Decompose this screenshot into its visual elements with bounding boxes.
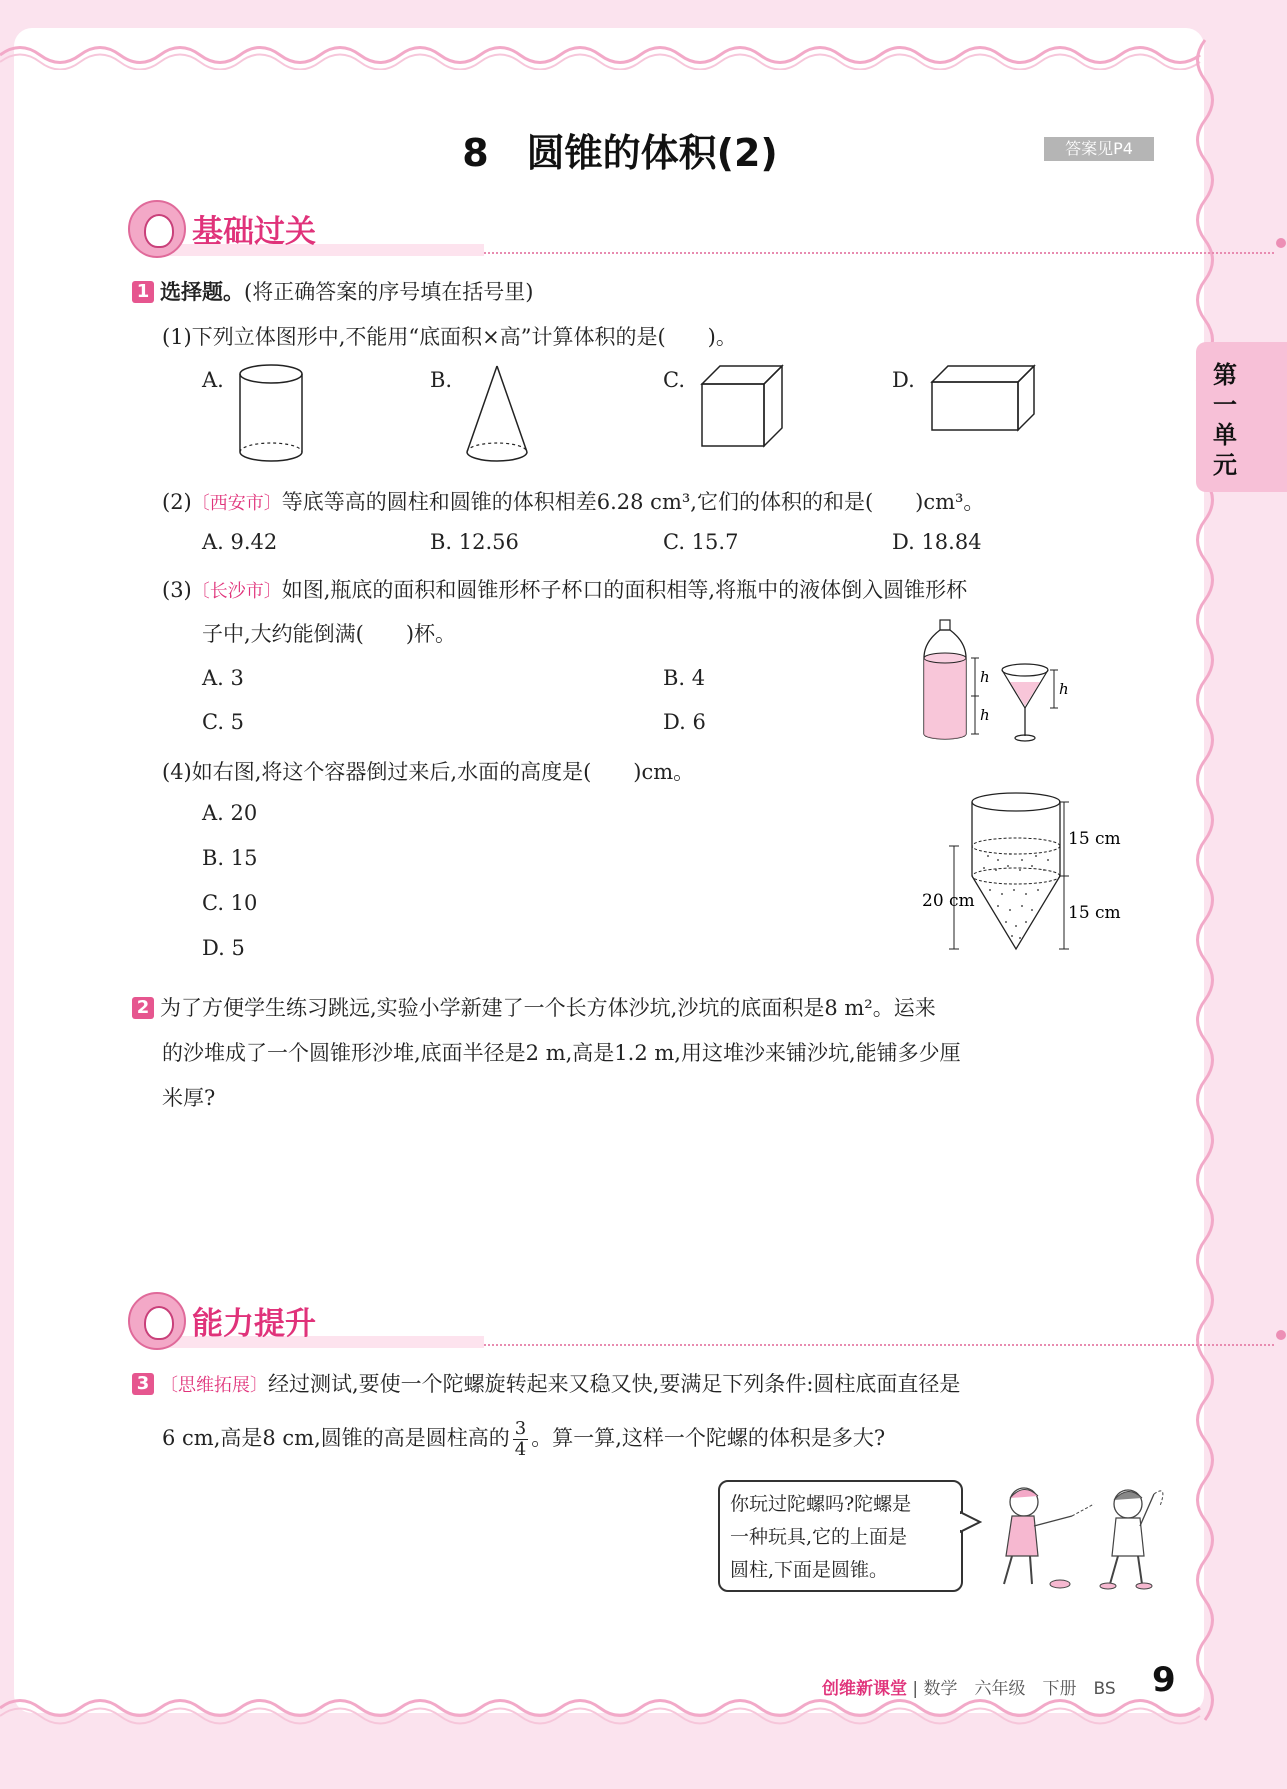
- q1-sub3-option-a: A. 3: [202, 666, 244, 690]
- wavy-border-right: [1190, 0, 1220, 1789]
- q1-sub2-option-b: B. 12.56: [430, 530, 519, 554]
- q1-sub4-option-a: A. 20: [202, 801, 258, 825]
- q1-sub1-option-d: D.: [892, 368, 915, 392]
- speech-line-3: 圆柱,下面是圆锥。: [730, 1559, 889, 1581]
- question-2-text1: 为了方便学生练习跳远,实验小学新建了一个长方体沙坑,沙坑的底面积是8 m²。运来: [160, 996, 936, 1020]
- q1-sub3-tag: 〔长沙市〕: [191, 581, 282, 602]
- cup-h-label: h: [1059, 680, 1069, 698]
- question-1-bold: 选择题。: [160, 280, 244, 304]
- speech-line-2: 一种玩具,它的上面是: [730, 1526, 908, 1548]
- wavy-border-bottom: [0, 1698, 1287, 1728]
- cube-figure: [700, 364, 786, 450]
- wavy-border-top: [0, 40, 1287, 70]
- fraction-numerator: 3: [514, 1418, 527, 1439]
- q1-sub1-option-c: C.: [663, 368, 685, 392]
- q1-sub4-option-d: D. 5: [202, 936, 245, 960]
- question-3-tag: 〔思维拓展〕: [160, 1375, 268, 1396]
- q1-sub2-line: [162, 486, 984, 516]
- question-number: 2: [132, 997, 154, 1019]
- q1-sub3-option-c: C. 5: [202, 710, 245, 734]
- q1-sub2-prefix: (2): [162, 490, 192, 514]
- bottle-h-label-bottom: h: [980, 706, 990, 724]
- q1-sub3-option-d: D. 6: [663, 710, 706, 734]
- q1-sub3-option-b: B. 4: [663, 666, 706, 690]
- question-3-text1: 经过测试,要使一个陀螺旋转起来又稳又快,要满足下列条件:圆柱底面直径是: [268, 1372, 961, 1396]
- section-title: 能力提升: [192, 1306, 316, 1342]
- section-header-basic: [128, 200, 1178, 260]
- question-2-line2: 的沙堆成了一个圆锥形沙堆,底面半径是2 m,高是1.2 m,用这堆沙来铺沙坑,能铺多少厘: [162, 1041, 961, 1065]
- fraction-denominator: 4: [514, 1439, 527, 1460]
- question-1-note: (将正确答案的序号填在括号里): [244, 280, 534, 304]
- unit-side-tab: [1196, 342, 1287, 492]
- question-number: 3: [132, 1373, 154, 1395]
- question-2-line1: [132, 992, 936, 1022]
- section-title: 基础过关: [192, 214, 316, 250]
- q1-sub4-option-c: C. 10: [202, 891, 258, 915]
- question-number: 1: [132, 281, 154, 303]
- container-figure: [918, 786, 1138, 954]
- mascot-icon: [128, 200, 186, 258]
- container-label-bottom: 15 cm: [1068, 903, 1121, 923]
- page-number: 9: [1152, 1660, 1176, 1700]
- answer-reference-tag: 答案见P4: [1044, 137, 1154, 161]
- dotted-divider: [484, 252, 1274, 254]
- container-label-top: 15 cm: [1068, 829, 1121, 849]
- q1-sub1-option-a: A.: [202, 368, 224, 392]
- section-header-advanced: [128, 1292, 1178, 1352]
- speech-line-1: 你玩过陀螺吗?陀螺是: [730, 1493, 912, 1515]
- q1-sub1-option-b: B.: [430, 368, 453, 392]
- dotted-divider: [484, 1344, 1274, 1346]
- q1-sub3-text2: 子中,大约能倒满( )杯。: [202, 622, 457, 646]
- question-3-text2b: 。算一算,这样一个陀螺的体积是多大?: [531, 1426, 886, 1450]
- question-3-line1: [132, 1368, 960, 1398]
- q1-sub2-option-a: A. 9.42: [202, 530, 278, 554]
- speech-bubble: [718, 1480, 963, 1592]
- question-3-line2: [162, 1414, 885, 1462]
- page-title: 8 圆锥的体积(2): [462, 131, 778, 175]
- q1-sub3-text: 如图,瓶底的面积和圆锥形杯子杯口的面积相等,将瓶中的液体倒入圆锥形杯: [281, 578, 968, 602]
- q1-sub3-line: [162, 574, 967, 604]
- footer-brand: [822, 1674, 1116, 1699]
- question-3-text2a: 6 cm,高是8 cm,圆锥的高是圆柱高的: [162, 1426, 510, 1450]
- question-1-prompt: [132, 276, 533, 306]
- footer-info: 数学 六年级 下册 BS: [923, 1679, 1116, 1699]
- footer-divider: |: [907, 1679, 924, 1699]
- container-label-left: 20 cm: [922, 891, 975, 911]
- speech-bubble-tail: [960, 1510, 982, 1534]
- cylinder-figure: [236, 362, 306, 468]
- q1-sub4-option-b: B. 15: [202, 846, 258, 870]
- q1-sub2-option-d: D. 18.84: [892, 530, 982, 554]
- q1-sub3-prefix: (3): [162, 578, 192, 602]
- q1-sub2-tag: 〔西安市〕: [191, 493, 282, 514]
- mascot-icon: [128, 1292, 186, 1350]
- decor-dot: [1276, 1330, 1286, 1340]
- bottle-h-label-top: h: [980, 668, 990, 686]
- bottle-and-cup-figure: [918, 618, 1078, 744]
- q1-sub1-text: (1)下列立体图形中,不能用“底面积×高”计算体积的是( )。: [162, 325, 737, 349]
- unit-side-tab-label: 第一单元: [1213, 361, 1237, 479]
- fraction-three-quarters: [513, 1419, 528, 1460]
- footer-brand-name: 创维新课堂: [822, 1679, 907, 1699]
- q1-sub2-text: 等底等高的圆柱和圆锥的体积相差6.28 cm³,它们的体积的和是( )cm³。: [281, 490, 985, 514]
- question-2-line3: 米厚?: [162, 1086, 216, 1110]
- decor-dot: [1276, 238, 1286, 248]
- q1-sub2-option-c: C. 15.7: [663, 530, 739, 554]
- children-playing-top-illustration: [982, 1480, 1172, 1600]
- cuboid-figure: [930, 364, 1038, 434]
- q1-sub4-text: (4)如右图,将这个容器倒过来后,水面的高度是( )cm。: [162, 760, 695, 784]
- cone-figure: [464, 362, 530, 468]
